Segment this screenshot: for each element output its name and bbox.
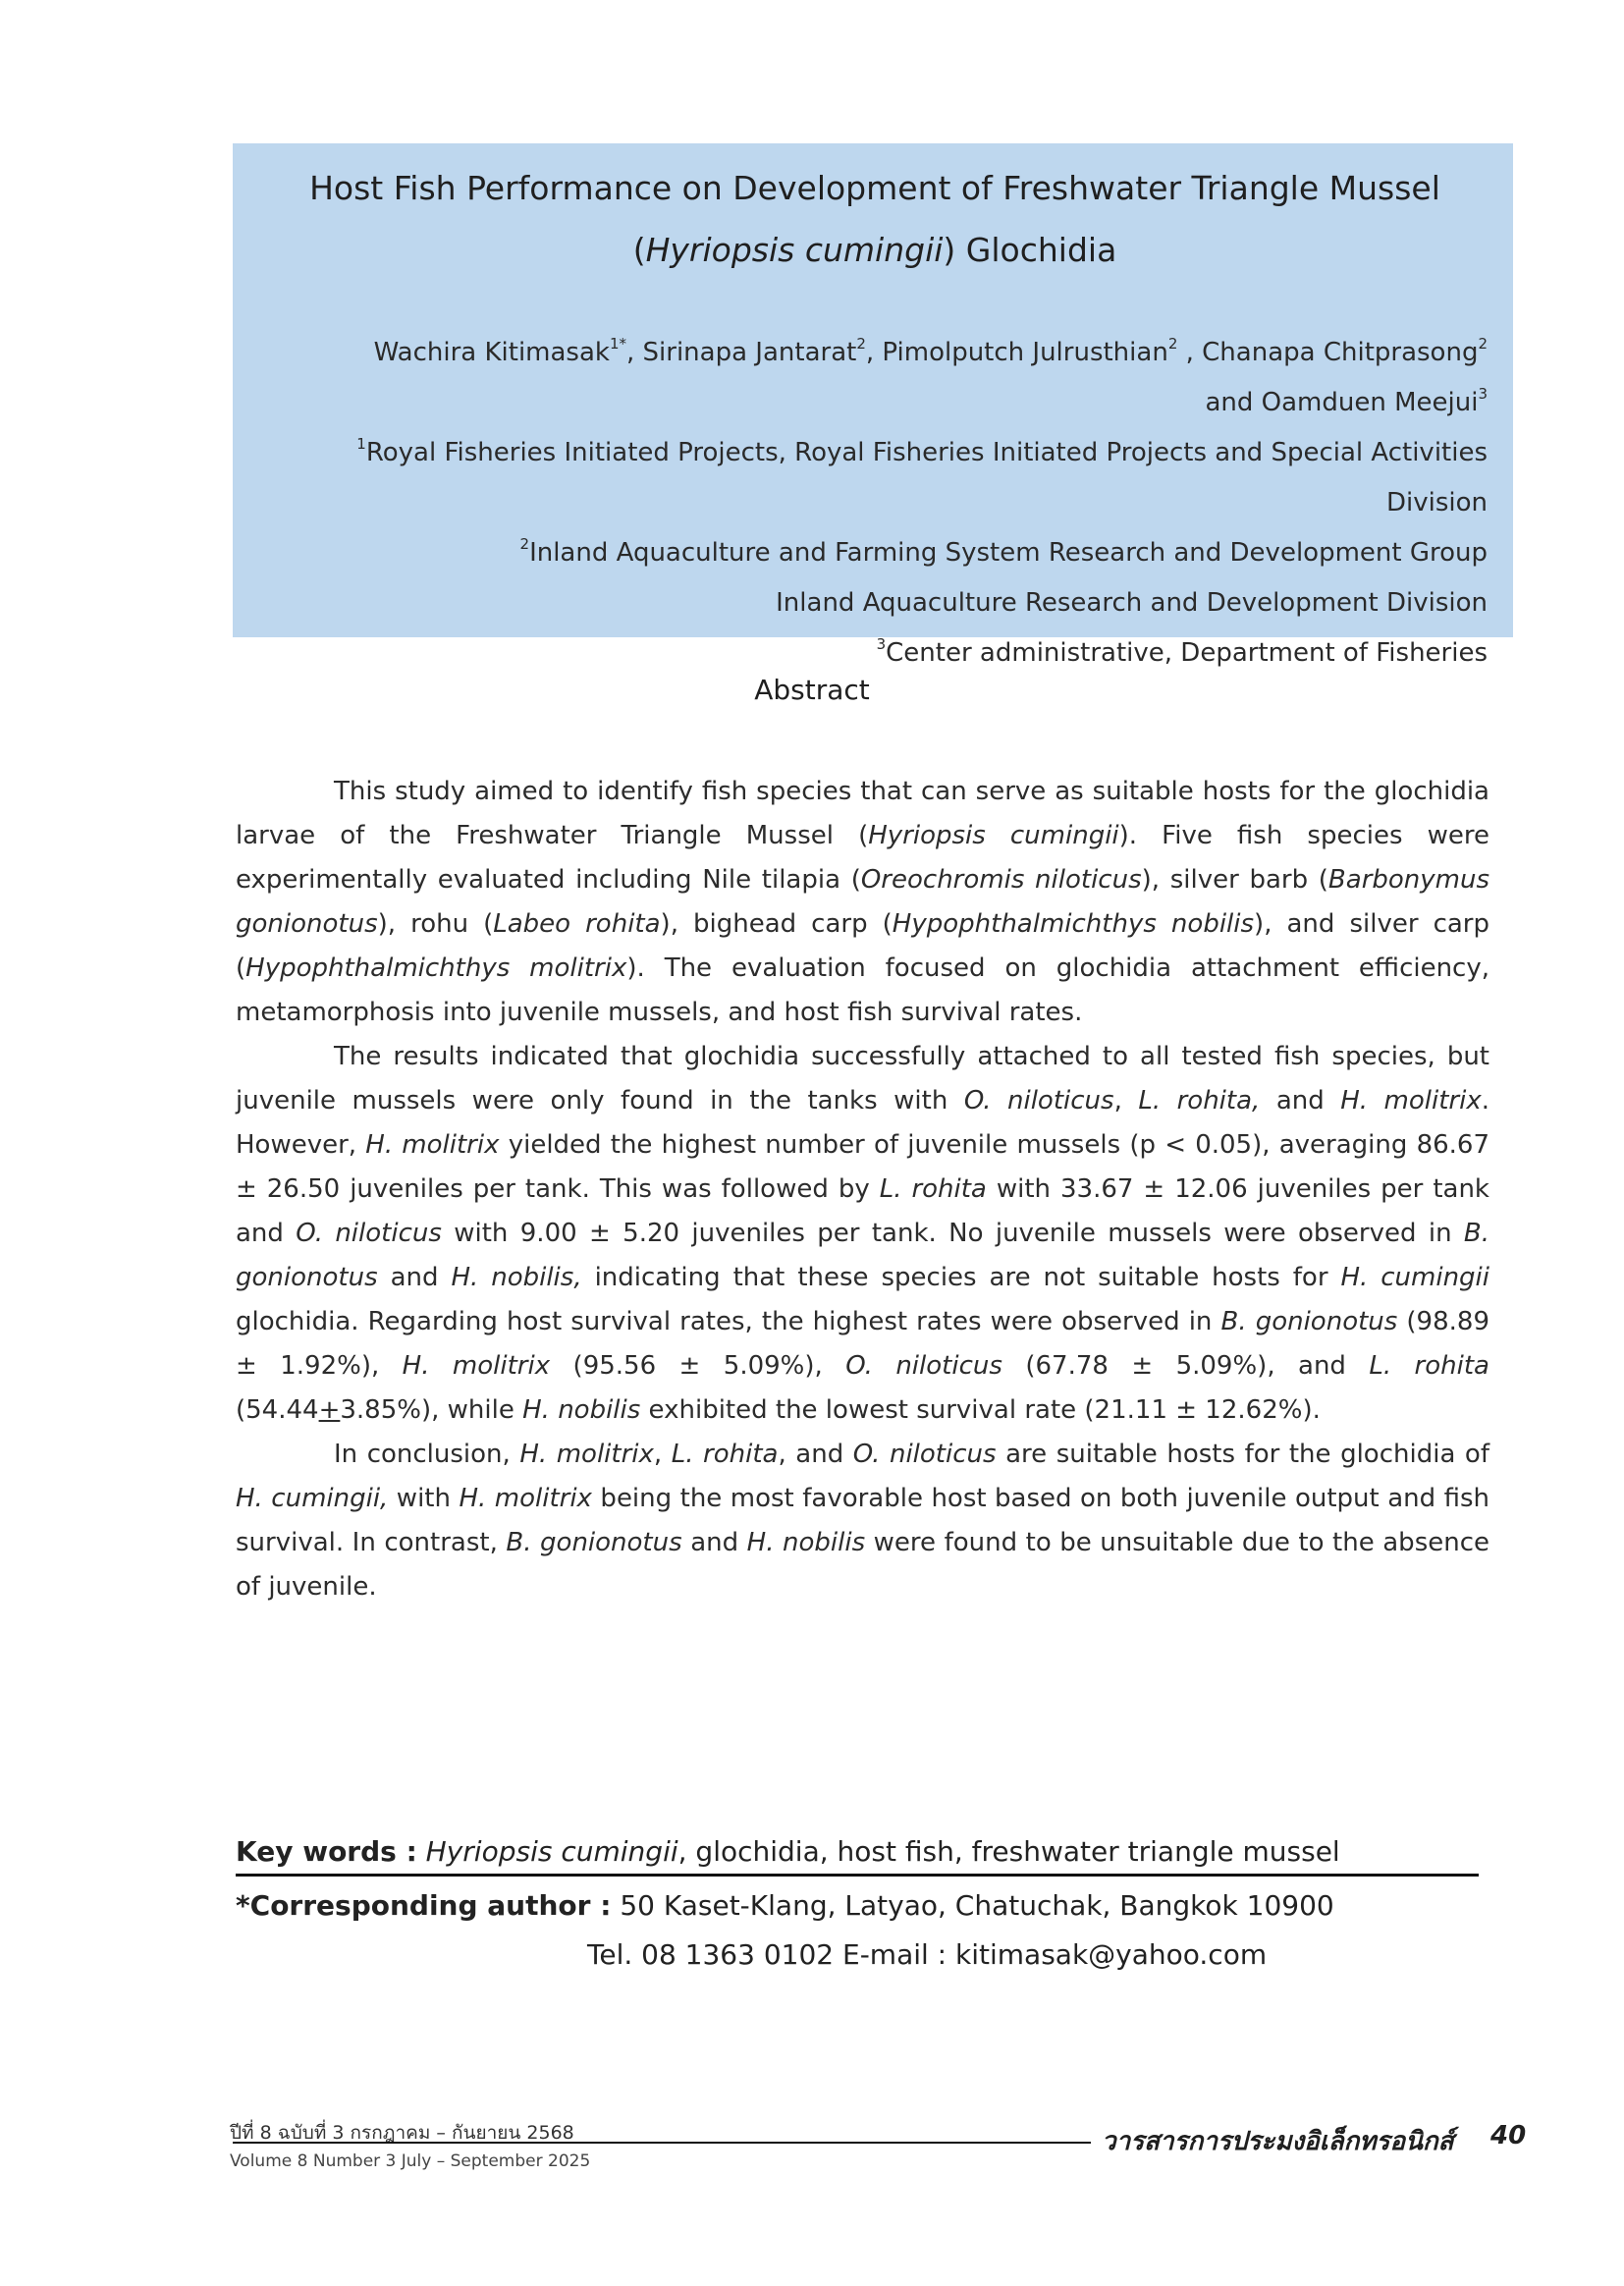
affiliation-text: Center administrative, Department of Fisheries [886, 638, 1488, 668]
author-line-2 [262, 378, 1488, 428]
abstract-body [236, 770, 1489, 1609]
keywords-rest: , glochidia, host fish, freshwater triangle mussel [677, 1835, 1340, 1868]
species-name: Oreochromis niloticus [860, 865, 1142, 895]
species-name: O. niloticus [852, 1440, 997, 1469]
title-line-2: Glochidia [965, 231, 1117, 269]
keywords-line [236, 1830, 1479, 1877]
text-run: indicating that these species are not suitable hosts for [581, 1263, 1341, 1292]
text-run: ), rohu ( [377, 909, 494, 939]
plus-minus-symbol: + [318, 1395, 341, 1425]
text-run: (95.56 ± 5.09%), [550, 1351, 846, 1381]
species-name: H. molitrix [1340, 1086, 1482, 1116]
species-name: B. gonionotus [236, 1219, 1490, 1292]
text-run: (67.78 ± 5.09%), and [1001, 1351, 1370, 1381]
text-run: yielded the highest number of juvenile mussels (p < 0.05), averaging 86.67 ± 26.50 juveniles per tank. This was followed by [236, 1130, 1489, 1204]
abstract-paragraph-1 [236, 770, 1489, 1035]
text-run: In conclusion, [334, 1440, 520, 1469]
author-name: Wachira Kitimasak [373, 338, 610, 367]
species-name: O. niloticus [963, 1086, 1114, 1116]
affiliation-text: Royal Fisheries Initiated Projects, Royal Fisheries Initiated Projects and Special Activities Division [365, 438, 1488, 517]
affiliation-2b [262, 578, 1488, 628]
text-run: (54.44 [236, 1395, 319, 1425]
article-header [233, 143, 1513, 668]
species-name: H. cumingii, [236, 1484, 389, 1513]
author-block [262, 328, 1488, 679]
text-run: , and [778, 1440, 853, 1469]
text-run: with [388, 1484, 460, 1513]
text-run: ), silver barb ( [1141, 865, 1328, 895]
species-name: Hypophthalmichthys molitrix [245, 953, 627, 983]
species-name: O. niloticus [296, 1219, 442, 1248]
author-line-1 [262, 328, 1488, 378]
keywords-label: Key words : [236, 1835, 417, 1868]
author-name: , Chanapa Chitprasong [1177, 338, 1479, 367]
species-name: Hyriopsis cumingii [868, 821, 1119, 850]
text-run: ). Five fish species were experimentally evaluated including Nile tilapia ( [236, 821, 1489, 895]
affiliation-text: Inland Aquaculture and Farming System Research and Development Group [529, 538, 1488, 568]
species-name: B. gonionotus [1220, 1307, 1398, 1336]
text-run: 3.85%), while [340, 1395, 523, 1425]
text-run: (98.89 ± 1.92%), [236, 1307, 1489, 1381]
author-superscript: 2 [856, 335, 866, 353]
species-name: B. gonionotus [506, 1528, 682, 1557]
author-superscript: 2 [1167, 335, 1178, 353]
text-run: and [1260, 1086, 1341, 1116]
affiliation-3 [262, 628, 1488, 679]
author-name: , Pimolputch Julrusthian [865, 338, 1168, 367]
species-name: H. molitrix [459, 1484, 592, 1513]
text-run: ), bighead carp ( [660, 909, 893, 939]
affiliation-superscript: 3 [876, 635, 887, 653]
footer-thai-issue: ปีที่ 8 ฉบับที่ 3 กรกฎาคม – กันยายน 2568 [230, 2122, 574, 2144]
text-run: ). The evaluation focused on glochidia attachment efficiency, metamorphosis into juvenile mussels, and host fish survival rates. [236, 953, 1490, 1027]
corresponding-address-line [236, 1881, 1334, 1931]
species-name: L. rohita [879, 1174, 987, 1204]
species-name: Barbonymus gonionotus [236, 865, 1490, 939]
text-run: , [653, 1440, 672, 1469]
affiliation-1 [262, 428, 1488, 528]
affiliation-2 [262, 528, 1488, 578]
species-name: H. molitrix [519, 1440, 654, 1469]
author-superscript: 2 [1478, 335, 1488, 353]
species-name: L. rohita [1369, 1351, 1489, 1381]
species-name: H. molitrix [365, 1130, 500, 1160]
text-run: with 9.00 ± 5.20 juveniles per tank. No juvenile mussels were observed in [441, 1219, 1464, 1248]
title-line-1: Host Fish Performance on Development of Freshwater Triangle Mussel [309, 169, 1440, 207]
keyword-species: Hyriopsis cumingii [425, 1835, 678, 1868]
species-name: H. nobilis [522, 1395, 641, 1425]
text-run: were found to be unsuitable due to the absence of juvenile. [236, 1528, 1490, 1602]
corresponding-author [236, 1881, 1334, 1980]
text-run: The results indicated that glochidia successfully attached to all tested fish species, but juvenile mussels were only found in the tanks with [236, 1042, 1489, 1116]
author-superscript: 3 [1478, 385, 1488, 403]
footer-english-issue: Volume 8 Number 3 July – September 2025 [230, 2151, 591, 2171]
text-run: are suitable hosts for the glochidia of [996, 1440, 1489, 1469]
text-run: . However, [236, 1086, 1489, 1160]
affiliation-text: Inland Aquaculture Research and Development Division [776, 588, 1488, 618]
text-run: This study aimed to identify fish species that can serve as suitable hosts for the glochidia larvae of the Freshwater Triangle Mussel ( [236, 777, 1489, 850]
affiliation-superscript: 2 [519, 535, 530, 553]
text-run: ), and silver carp ( [236, 909, 1489, 983]
text-run: and [377, 1263, 452, 1292]
species-name: L. rohita, [1138, 1086, 1261, 1116]
author-name: , Sirinapa Jantarat [626, 338, 857, 367]
species-name: Labeo rohita [493, 909, 661, 939]
title-species: Hyriopsis cumingii [645, 231, 944, 269]
text-run: , [1113, 1086, 1139, 1116]
species-name: H. nobilis [746, 1528, 866, 1557]
abstract-paragraph-3 [236, 1433, 1489, 1609]
corresponding-contact: Tel. 08 1363 0102 E-mail : kitimasak@yahoo.com [587, 1938, 1268, 1971]
author-superscript: 1* [609, 335, 627, 353]
text-run: glochidia. Regarding host survival rates, the highest rates were observed in [236, 1307, 1221, 1336]
author-name: and Oamduen Meejui [1205, 388, 1479, 417]
corresponding-label: *Corresponding author : [236, 1889, 612, 1922]
species-name: H. cumingii [1340, 1263, 1490, 1292]
footer-journal-name: วารสารการประมงอิเล็กทรอนิกส์ [1102, 2127, 1454, 2156]
species-name: O. niloticus [845, 1351, 1002, 1381]
article-title: Host Fish Performance on Development of Freshwater Triangle Mussel (Hyriopsis cumingii) Glochidia [309, 169, 1440, 269]
page-number: 40 [1490, 2121, 1527, 2150]
text-run: with 33.67 ± 12.06 juveniles per tank and [236, 1174, 1489, 1248]
abstract-paragraph-2 [236, 1035, 1489, 1433]
species-name: Hypophthalmichthys nobilis [892, 909, 1255, 939]
species-name: L. rohita [671, 1440, 779, 1469]
text-run: exhibited the lowest survival rate (21.11 ± 12.62%). [640, 1395, 1321, 1425]
species-name: H. molitrix [402, 1351, 551, 1381]
corresponding-address: 50 Kaset-Klang, Latyao, Chatuchak, Bangkok 10900 [620, 1889, 1334, 1922]
abstract-heading: Abstract [754, 674, 870, 706]
text-run: and [681, 1528, 747, 1557]
footer-divider [233, 2142, 1091, 2144]
species-name: H. nobilis, [451, 1263, 582, 1292]
text-run: being the most favorable host based on both juvenile output and fish survival. In contrast, [236, 1484, 1489, 1557]
affiliation-superscript: 1 [356, 435, 366, 453]
